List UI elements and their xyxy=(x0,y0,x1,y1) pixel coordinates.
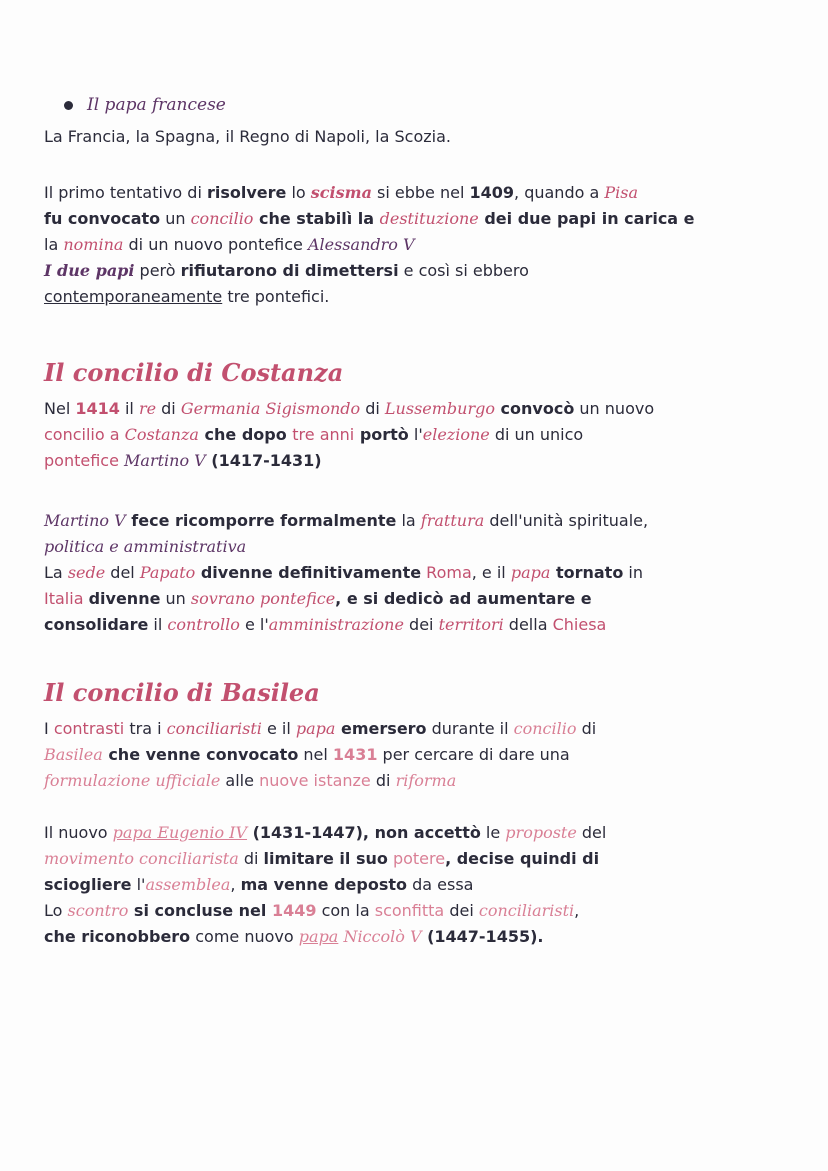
text-span: Roma xyxy=(421,563,472,582)
paragraph-martino xyxy=(44,508,794,638)
text-span: tornato xyxy=(550,563,624,582)
text-line xyxy=(44,716,794,742)
text-span: nuove istanze xyxy=(259,771,371,790)
text-span: Niccolò V xyxy=(343,927,422,946)
text-span: Lo xyxy=(44,901,68,920)
text-span: nomina xyxy=(63,235,124,254)
text-line xyxy=(44,258,794,284)
text-span: Costanza xyxy=(124,425,199,444)
text-span: e l' xyxy=(239,615,269,634)
text-line xyxy=(44,742,794,768)
text-span: un xyxy=(160,209,191,228)
text-span: sciogliere xyxy=(44,875,132,894)
text-span: Papato xyxy=(139,563,196,582)
text-line xyxy=(44,422,794,448)
text-line xyxy=(44,846,794,872)
text-span: di un unico xyxy=(489,425,584,444)
text-span: di xyxy=(156,399,181,418)
text-span: da essa xyxy=(407,875,474,894)
intro-paragraph xyxy=(44,124,794,150)
intro-line: La Francia, la Spagna, il Regno di Napoli, la Scozia. xyxy=(44,127,451,146)
text-line xyxy=(44,898,794,924)
text-span: dei xyxy=(444,901,479,920)
text-span: il xyxy=(119,399,139,418)
text-span: il xyxy=(148,615,168,634)
heading-basilea: Il concilio di Basilea xyxy=(44,678,320,707)
text-span: Martino V xyxy=(124,451,206,470)
text-span: dell'unità spirituale, xyxy=(484,511,649,530)
text-span: concilio xyxy=(513,719,577,738)
text-span: consolidare xyxy=(44,615,149,634)
text-span: le xyxy=(480,823,506,842)
text-span: papa xyxy=(295,719,336,738)
text-span: divenne definitivamente xyxy=(195,563,422,582)
text-span: limitare il suo xyxy=(263,849,388,868)
text-span: Martino V xyxy=(44,511,126,530)
text-span: si concluse nel xyxy=(128,901,272,920)
text-span: si ebbe nel xyxy=(371,183,470,202)
text-line xyxy=(44,872,794,898)
text-span: l' xyxy=(408,425,423,444)
text-span: scontro xyxy=(67,901,129,920)
text-span: del xyxy=(576,823,607,842)
text-span: la xyxy=(44,235,64,254)
paragraph-eugenio xyxy=(44,820,794,950)
text-span: formulazione ufficiale xyxy=(44,771,221,790)
text-span: movimento conciliarista xyxy=(44,849,239,868)
text-span: di xyxy=(370,771,396,790)
text-span: la xyxy=(396,511,421,530)
text-span: di xyxy=(360,399,385,418)
text-span: l' xyxy=(131,875,146,894)
bullet-dot-icon xyxy=(64,101,73,110)
text-line xyxy=(44,924,794,950)
bullet-item xyxy=(64,92,226,118)
text-span: 1449 xyxy=(271,901,317,920)
text-line xyxy=(44,534,794,560)
text-span: destituzione xyxy=(379,209,479,228)
text-span: un nuovo xyxy=(574,399,655,418)
text-span: papa Eugenio IV xyxy=(112,823,248,842)
text-span: di xyxy=(238,849,264,868)
text-span: (1417-1431) xyxy=(205,451,322,470)
text-span: dei xyxy=(403,615,439,634)
text-span: contemporaneamente xyxy=(44,287,223,306)
text-span: 1431 xyxy=(332,745,378,764)
text-span: Pisa xyxy=(604,183,639,202)
text-line xyxy=(44,612,794,638)
text-span: di xyxy=(576,719,597,738)
text-span: Basilea xyxy=(44,745,103,764)
text-span: conciliaristi xyxy=(166,719,262,738)
text-span: però xyxy=(134,261,181,280)
text-line xyxy=(44,396,794,422)
text-span: elezione xyxy=(422,425,490,444)
text-span: scisma xyxy=(310,183,372,202)
text-span: nel xyxy=(298,745,333,764)
text-span: e il xyxy=(261,719,296,738)
text-span: come nuovo xyxy=(190,927,299,946)
text-span: Il primo tentativo di xyxy=(44,183,207,202)
paragraph-costanza xyxy=(44,396,794,474)
text-span: che riconobbero xyxy=(44,927,191,946)
text-span: sconfitta xyxy=(374,901,445,920)
text-span: della xyxy=(503,615,553,634)
text-span: con la xyxy=(316,901,375,920)
text-span: territori xyxy=(438,615,504,634)
text-span: controllo xyxy=(167,615,240,634)
text-span: , e si dedicò ad aumentare e xyxy=(335,589,592,608)
text-span: del xyxy=(105,563,140,582)
text-span: alle xyxy=(220,771,260,790)
text-span: 1409 xyxy=(469,183,515,202)
text-span: dei due papi in carica e xyxy=(478,209,695,228)
text-span: tre anni xyxy=(292,425,355,444)
text-line xyxy=(44,232,794,258)
text-span: ma venne deposto xyxy=(240,875,408,894)
text-span: non accettò xyxy=(374,823,481,842)
text-span: rifiutarono di dimettersi xyxy=(180,261,399,280)
text-span: , quando a xyxy=(514,183,605,202)
paragraph-scisma xyxy=(44,180,794,310)
text-span: (1447-1455). xyxy=(421,927,544,946)
text-span: I due papi xyxy=(44,261,135,280)
text-span: che venne convocato xyxy=(102,745,299,764)
text-span: , xyxy=(230,875,241,894)
text-span: papa xyxy=(298,927,339,946)
text-span: fu convocato xyxy=(44,209,161,228)
text-span: amministrazione xyxy=(268,615,404,634)
text-span: un xyxy=(160,589,191,608)
text-line xyxy=(44,586,794,612)
text-span: durante il xyxy=(426,719,514,738)
text-span: Lussemburgo xyxy=(384,399,495,418)
text-line xyxy=(44,560,794,586)
text-span: (1431-1447), xyxy=(247,823,375,842)
text-span: Italia xyxy=(44,589,89,608)
text-span: , xyxy=(574,901,580,920)
text-span: , decise quindi di xyxy=(445,849,600,868)
text-line xyxy=(44,820,794,846)
text-span: concilio xyxy=(190,209,254,228)
text-span: convocò xyxy=(494,399,575,418)
bullet-text: Il papa francese xyxy=(87,95,226,115)
text-span: proposte xyxy=(505,823,577,842)
text-span: divenne xyxy=(88,589,161,608)
text-span: che stabilì la xyxy=(253,209,380,228)
text-span: La xyxy=(44,563,68,582)
text-span: lo xyxy=(286,183,311,202)
text-span: 1414 xyxy=(75,399,120,418)
text-span: re xyxy=(138,399,157,418)
text-span: Alessandro V xyxy=(307,235,415,254)
text-span: Nel xyxy=(44,399,76,418)
text-line xyxy=(44,448,794,474)
text-span: riforma xyxy=(395,771,457,790)
text-line xyxy=(44,284,794,310)
text-span: concilio a xyxy=(44,425,125,444)
text-span: che dopo xyxy=(198,425,293,444)
text-span: fece ricomporre formalmente xyxy=(125,511,397,530)
text-line xyxy=(44,206,794,232)
text-span: e così si ebbero xyxy=(398,261,529,280)
text-span: tra i xyxy=(124,719,167,738)
text-span: emersero xyxy=(335,719,427,738)
text-span: di un nuovo pontefice xyxy=(123,235,308,254)
text-span: tre pontefici. xyxy=(222,287,330,306)
text-span: portò xyxy=(354,425,409,444)
text-span: risolvere xyxy=(206,183,287,202)
text-span: sede xyxy=(67,563,106,582)
text-span: assemblea xyxy=(145,875,231,894)
text-span: pontefice xyxy=(44,451,125,470)
text-span: Chiesa xyxy=(552,615,607,634)
text-span: in xyxy=(623,563,643,582)
text-span: , e il xyxy=(471,563,511,582)
text-span: per cercare di dare una xyxy=(377,745,570,764)
text-line xyxy=(44,180,794,206)
text-span: contrasti xyxy=(53,719,125,738)
heading-costanza: Il concilio di Costanza xyxy=(44,358,344,387)
text-span: papa xyxy=(510,563,551,582)
text-line xyxy=(44,508,794,534)
text-span: conciliaristi xyxy=(478,901,575,920)
text-line xyxy=(44,768,794,794)
text-span: Germania Sigismondo xyxy=(180,399,361,418)
text-span: Il nuovo xyxy=(44,823,113,842)
paragraph-basilea xyxy=(44,716,794,794)
text-span: sovrano pontefice xyxy=(190,589,336,608)
text-span: I xyxy=(44,719,54,738)
text-span: politica e amministrativa xyxy=(44,537,247,556)
text-span: frattura xyxy=(420,511,485,530)
text-span: potere xyxy=(387,849,446,868)
